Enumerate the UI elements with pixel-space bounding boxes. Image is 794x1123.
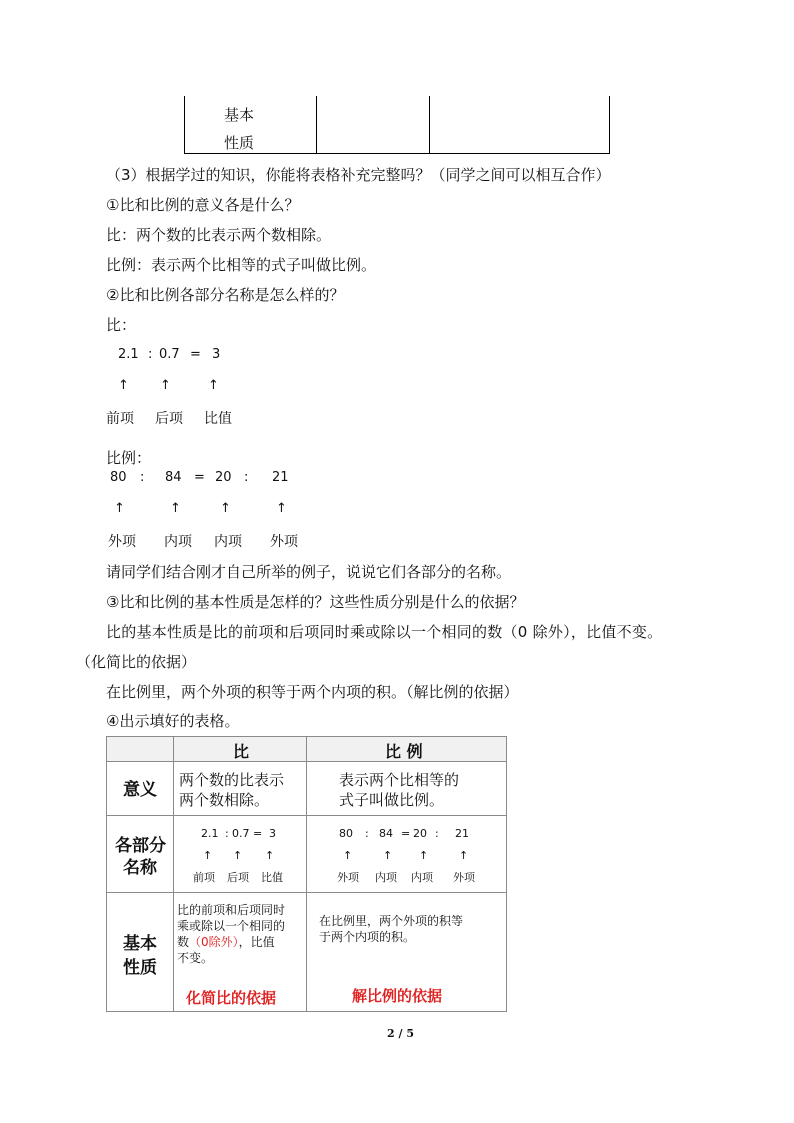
ratio-label-consequent: 后项	[155, 411, 183, 427]
mini-prop-label: 内项	[411, 871, 433, 884]
property-ratio-3: 数（0除外），比值	[177, 935, 275, 949]
mini-prop-a: 80	[339, 827, 353, 840]
mini-ratio-label: 前项	[193, 871, 215, 884]
row-header-parts-1: 各部分	[115, 836, 166, 856]
mini-prop-c: 20	[413, 827, 427, 840]
ask-examples: 请同学们结合刚才自己所举的例子，说说它们各部分的名称。	[106, 563, 512, 581]
table-border	[316, 96, 317, 154]
summary-table	[106, 736, 507, 1012]
question-show-table: ④出示填好的表格。	[106, 712, 240, 730]
mini-ratio-a: 2.1	[201, 827, 219, 840]
prop-equals: =	[194, 470, 205, 485]
table-rule	[173, 737, 174, 1011]
mini-ratio-c: 3	[269, 827, 276, 840]
ratio-property-basis: （化简比的依据）	[76, 653, 197, 671]
property-ratio-2: 乘或除以一个相同的	[177, 919, 286, 933]
ratio-equals: =	[190, 347, 201, 362]
mini-prop-colon1: :	[365, 827, 369, 840]
prop-term-b: 84	[165, 470, 182, 485]
mini-ratio-colon: :	[225, 827, 229, 840]
question-parts: ②比和比例各部分名称是怎么样的？	[106, 286, 345, 304]
arrow-up-icon: ↑	[160, 378, 171, 393]
table-border	[429, 96, 430, 154]
arrow-up-icon: ↑	[208, 378, 219, 393]
mini-prop-colon2: :	[435, 827, 439, 840]
prop-label-mean: 内项	[164, 534, 192, 550]
row-label-line1: 基本	[224, 106, 255, 124]
prop-colon1: :	[140, 470, 145, 485]
proportion-label: 比例：	[106, 449, 152, 467]
question-meaning: ①比和比例的意义各是什么？	[106, 196, 300, 214]
arrow-up-icon: ↑	[343, 849, 353, 862]
question-3: （3）根据学过的知识，你能将表格补充完整吗？（同学之间可以相互合作）	[106, 166, 611, 184]
arrow-up-icon: ↑	[170, 501, 181, 516]
prop-term-c: 20	[215, 470, 232, 485]
prop-label-mean: 内项	[214, 534, 242, 550]
row-header-meaning: 意义	[123, 780, 157, 800]
row-header-property-2: 性质	[123, 958, 157, 978]
prop-label-extreme: 外项	[108, 534, 136, 550]
arrow-up-icon: ↑	[276, 501, 287, 516]
property-proportion-2: 于两个内项的积。	[319, 930, 416, 944]
mini-ratio-b: 0.7	[232, 827, 250, 840]
arrow-up-icon: ↑	[203, 849, 213, 862]
meaning-proportion-1: 表示两个比相等的	[339, 771, 460, 789]
proportion-property: 在比例里，两个外项的积等于两个内项的积。（解比例的依据）	[106, 683, 519, 701]
zero-excluded-note: （0除外）	[189, 935, 239, 949]
question-properties: ③比和比例的基本性质是怎样的？这些性质分别是什么的依据？	[106, 593, 525, 611]
ratio-term-b: 0.7	[159, 347, 180, 362]
prop-term-a: 80	[110, 470, 127, 485]
ratio-definition: 比：两个数的比表示两个数相除。	[106, 226, 332, 244]
table-border	[609, 96, 610, 154]
arrow-up-icon: ↑	[118, 378, 129, 393]
mini-ratio-label: 后项	[227, 871, 249, 884]
prop-term-d: 21	[272, 470, 289, 485]
meaning-ratio-1: 两个数的比表示	[179, 771, 285, 789]
arrow-up-icon: ↑	[114, 501, 125, 516]
arrow-up-icon: ↑	[220, 501, 231, 516]
col-header-ratio: 比	[233, 742, 250, 761]
meaning-proportion-2: 式子叫做比例。	[339, 791, 445, 809]
ratio-label-value: 比值	[204, 411, 232, 427]
top-table-fragment	[184, 96, 610, 154]
col-header-proportion: 比 例	[385, 742, 423, 761]
mini-prop-b: 84	[379, 827, 393, 840]
mini-ratio-label: 比值	[261, 871, 283, 884]
row-label-line2: 性质	[224, 134, 255, 152]
property-ratio-4: 不变。	[177, 951, 214, 965]
prop-label-extreme: 外项	[270, 534, 298, 550]
row-header-property-1: 基本	[123, 934, 157, 954]
basis-ratio: 化简比的依据	[186, 989, 277, 1007]
mini-prop-label: 外项	[337, 871, 359, 884]
prop-colon2: :	[244, 470, 249, 485]
arrow-up-icon: ↑	[459, 849, 469, 862]
ratio-term-a: 2.1	[118, 347, 139, 362]
property-proportion-1: 在比例里，两个外项的积等	[319, 914, 464, 928]
mini-prop-label: 外项	[453, 871, 475, 884]
arrow-up-icon: ↑	[233, 849, 243, 862]
arrow-up-icon: ↑	[419, 849, 429, 862]
basis-proportion: 解比例的依据	[352, 987, 443, 1005]
page-number: 2 / 5	[387, 1027, 414, 1040]
mini-ratio-eq: =	[253, 827, 263, 840]
ratio-property: 比的基本性质是比的前项和后项同时乘或除以一个相同的数（0 除外），比值不变。	[106, 623, 663, 641]
mini-prop-label: 内项	[375, 871, 397, 884]
mini-prop-eq: =	[401, 827, 411, 840]
table-border	[184, 96, 185, 154]
ratio-colon: :	[148, 347, 153, 362]
arrow-up-icon: ↑	[265, 849, 275, 862]
mini-prop-d: 21	[455, 827, 469, 840]
row-header-parts-2: 名称	[123, 858, 157, 878]
proportion-definition: 比例：表示两个比相等的式子叫做比例。	[106, 256, 377, 274]
ratio-label: 比：	[106, 316, 137, 334]
table-rule	[306, 737, 307, 1011]
ratio-value: 3	[212, 347, 221, 362]
table-border	[184, 153, 610, 154]
property-ratio-1: 比的前项和后项同时	[177, 903, 286, 917]
arrow-up-icon: ↑	[383, 849, 393, 862]
ratio-label-antecedent: 前项	[106, 411, 134, 427]
meaning-ratio-2: 两个数相除。	[179, 791, 270, 809]
